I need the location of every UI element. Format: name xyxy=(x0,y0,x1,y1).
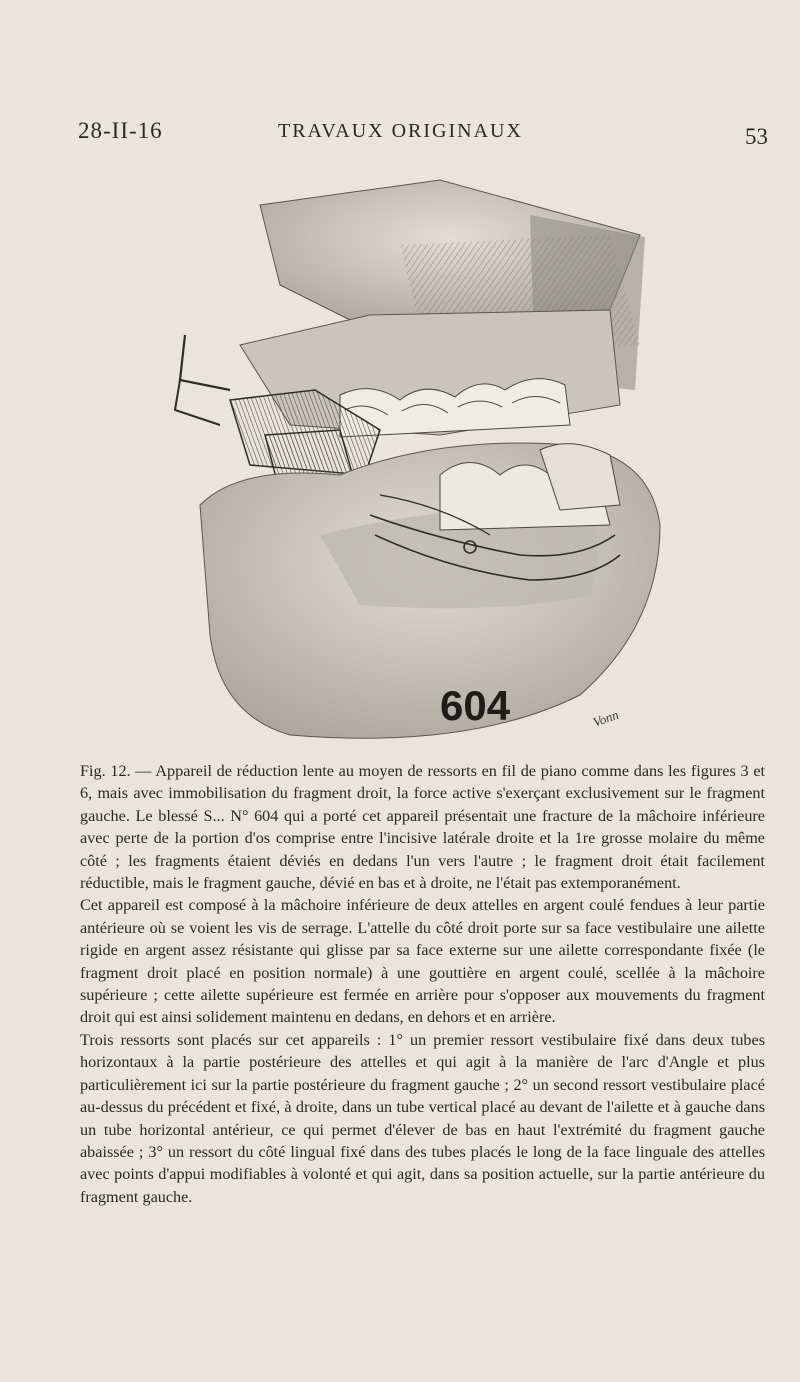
page-number: 53 xyxy=(745,124,768,149)
caption-paragraph-1: Fig. 12. — Appareil de réduction lente au moyen de ressorts en fil de piano comme dans les figures 3 et 6, mais avec immobilisation du fragment droit, la force active s'exerçant exclusivement sur le fragment gauche. Le blessé S... N° 604 qui a porté cet appareil présentait une fracture de la mâchoire inférieure avec perte de la portion d'os comprise entre l'incisive latérale droite et la 1re grosse molaire du même côté ; les fragments étaient déviés en dedans l'un vers l'autre ; le fragment droit était facilement réductible, mais le fragment gauche, dévié en bas et à droite, ne l'était pas extemporanément. xyxy=(80,762,765,893)
issue-date: 28-II-16 xyxy=(78,118,163,143)
dental-cast-drawing xyxy=(140,175,790,760)
journal-section-title: TRAVAUX ORIGINAUX xyxy=(278,120,523,142)
cast-number-label xyxy=(440,682,511,729)
caption-paragraph-3: Trois ressorts sont placés sur cet appareils : 1° un premier ressort vestibulaire fixé dans deux tubes horizontaux à la partie postérieure des attelles et qui agit à la manière de l'arc d'Angle et plus particulièrement ici sur la partie postérieure du fragment gauche ; 2° un second ressort vestibulaire placé au-dessus du précédent et fixé, à droite, dans un tube vertical placé au devant de l'ailette et à gauche dans un tube horizontal antérieur, ce qui permet d'élever de bas en haut l'extrémité du fragment gauche abaissée ; 3° un ressort du côté lingual fixé dans des tubes placés le long de la face linguale des attelles avec points d'appui modifiables à volonté et qui agit, dans sa position actuelle, sur la partie antérieure du fragment gauche. xyxy=(80,1030,765,1206)
figure-dental-appliance-illustration xyxy=(140,175,790,760)
cast-number: 604 xyxy=(440,682,511,729)
figure-caption xyxy=(80,760,765,1208)
running-header xyxy=(78,112,768,148)
artist-signature: Vonn xyxy=(590,706,621,730)
caption-paragraph-2: Cet appareil est composé à la mâchoire inférieure de deux attelles en argent coulé fendues à leur partie antérieure où se voient les vis de serrage. L'attelle du côté droit porte sur sa face vestibulaire une ailette rigide en argent assez résistante qui glisse par sa face externe sur une ailette correspondante fixée (le fragment droit placé en position normale) à une gouttière en argent coulé, scellée à la mâchoire supérieure ; cette ailette supérieure est fermée en arrière pour s'opposer aux mouvements du fragment droit qui est ainsi solidement maintenu en dedans, en dehors et en arrière. xyxy=(80,896,765,1027)
